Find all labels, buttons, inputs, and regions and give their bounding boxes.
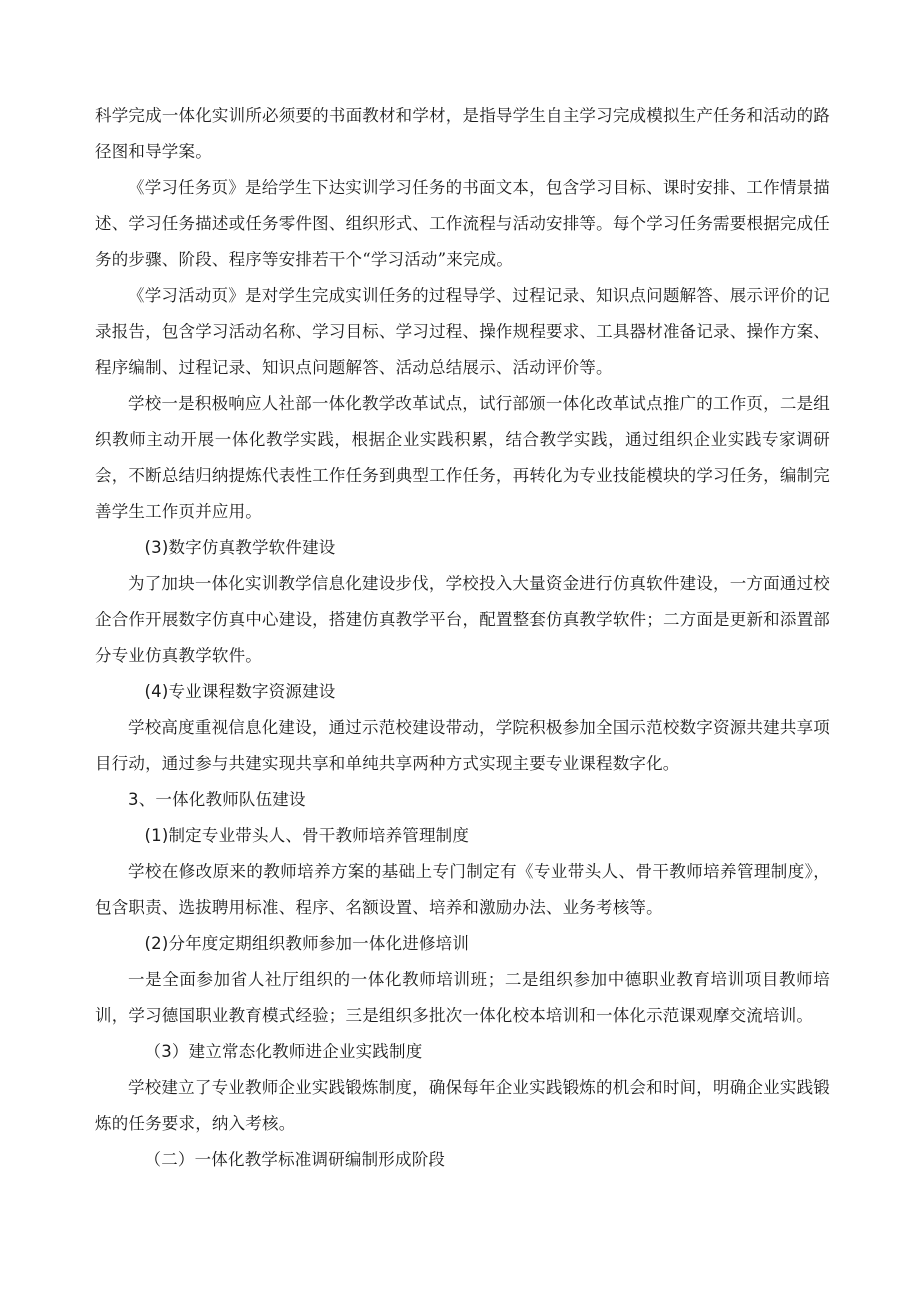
- heading-standards-stage: （二）一体化教学标准调研编制形成阶段: [144, 1150, 446, 1169]
- heading-enterprise-practice: （3）建立常态化教师进企业实践制度: [144, 1042, 423, 1061]
- heading-leader-system: (1)制定专业带头人、骨干教师培养管理制度: [144, 826, 470, 845]
- heading-annual-training: (2)分年度定期组织教师参加一体化进修培训: [144, 934, 470, 953]
- paragraph-leader-system: 学校在修改原来的教师培养方案的基础上专门制定有《专业带头人、骨干教师培养管理制度》，包含职责、选拔聘用标准、程序、名额设置、培养和激励办法、业务考核等。: [95, 862, 830, 917]
- document-body: [95, 98, 830, 1178]
- heading-digital-resources: (4)专业课程数字资源建设: [144, 682, 336, 701]
- paragraph-learning-activity-page: 《学习活动页》是对学生完成实训任务的过程导学、过程记录、知识点问题解答、展示评价的记录报告，包含学习活动名称、学习目标、学习过程、操作规程要求、工具器材准备记录、操作方案、程序编制、过程记录、知识点问题解答、活动总结展示、活动评价等。: [95, 286, 830, 377]
- paragraph-digital-resources: 学校高度重视信息化建设，通过示范校建设带动，学院积极参加全国示范校数字资源共建共享项目行动，通过参与共建实现共享和单纯共享两种方式实现主要专业课程数字化。: [95, 718, 830, 773]
- paragraph-enterprise-practice: 学校建立了专业教师企业实践锻炼制度，确保每年企业实践锻炼的机会和时间，明确企业实践锻炼的任务要求，纳入考核。: [95, 1078, 830, 1133]
- paragraph-school-reform: 学校一是积极响应人社部一体化教学改革试点，试行部颁一体化改革试点推广的工作页，二是组织教师主动开展一体化教学实践，根据企业实践积累，结合教学实践，通过组织企业实践专家调研会，不断总结归纳提炼代表性工作任务到典型工作任务，再转化为专业技能模块的学习任务，编制完善学生工作页并应用。: [95, 394, 830, 521]
- paragraph-simulation-software: 为了加块一体化实训教学信息化建设步伐，学校投入大量资金进行仿真软件建设，一方面通过校企合作开展数字仿真中心建设，搭建仿真教学平台，配置整套仿真教学软件；二方面是更新和添置部分专业仿真教学软件。: [95, 574, 830, 665]
- paragraph-learning-task-page: 《学习任务页》是给学生下达实训学习任务的书面文本，包含学习目标、课时安排、工作情景描述、学习任务描述或任务零件图、组织形式、工作流程与活动安排等。每个学习任务需要根据完成任务的步骤、阶段、程序等安排若干个“学习活动”来完成。: [95, 178, 830, 269]
- paragraph-1: 科学完成一体化实训所必须要的书面教材和学材，是指导学生自主学习完成模拟生产任务和活动的路径图和导学案。: [95, 106, 830, 161]
- paragraph-annual-training: 一是全面参加省人社厅组织的一体化教师培训班；二是组织参加中德职业教育培训项目教师培训，学习德国职业教育模式经验；三是组织多批次一体化校本培训和一体化示范课观摩交流培训。: [95, 970, 830, 1025]
- heading-simulation-software: (3)数字仿真教学软件建设: [144, 538, 336, 557]
- heading-teacher-team: 3、一体化教师队伍建设: [128, 790, 306, 809]
